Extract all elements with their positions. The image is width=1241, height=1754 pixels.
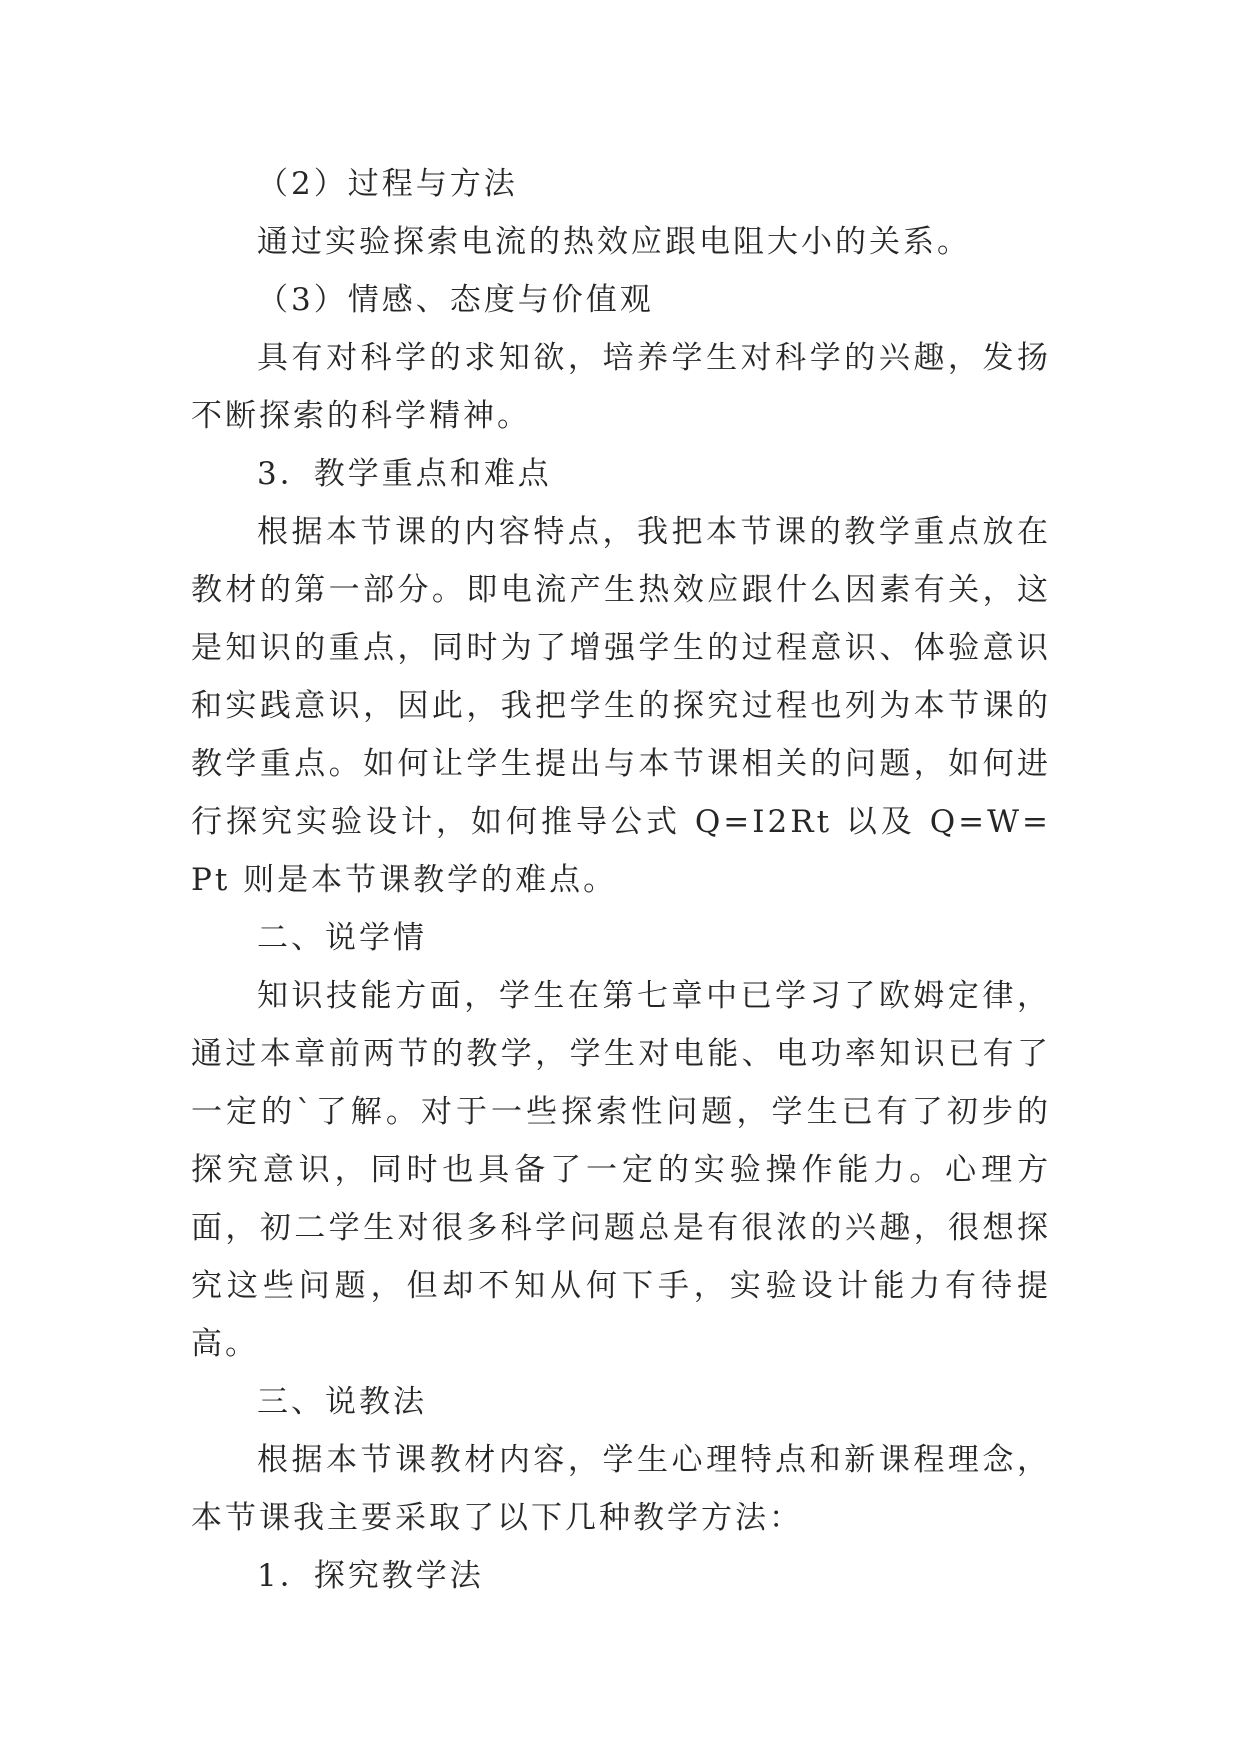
subheading-attitude-values: （3）情感、态度与价值观 [257, 282, 654, 318]
paragraph-process-method: 通过实验探索电流的热效应跟电阻大小的关系。 [257, 224, 971, 260]
subheading-inquiry-method: 1．探究教学法 [257, 1558, 484, 1594]
document-body [191, 155, 1051, 1605]
paragraph-teaching-methods: 根据本节课教材内容，学生心理特点和新课程理念，本节课我主要采取了以下几种教学方法： [191, 1442, 1051, 1536]
subheading-key-difficult-points: 3．教学重点和难点 [257, 456, 552, 492]
subheading-process-method: （2）过程与方法 [257, 166, 518, 202]
section-heading-student-analysis: 二、说学情 [257, 920, 427, 956]
paragraph-student-analysis: 知识技能方面，学生在第七章中已学习了欧姆定律，通过本章前两节的教学，学生对电能、电功率知识已有了一定的`了解。对于一些探索性问题，学生已有了初步的探究意识，同时也具备了一定的实验操作能力。心理方面，初二学生对很多科学问题总是有很浓的兴趣，很想探究这些问题，但却不知从何下手，实验设计能力有待提高。 [191, 978, 1051, 1362]
paragraph-attitude-values: 具有对科学的求知欲，培养学生对科学的兴趣，发扬不断探索的科学精神。 [191, 340, 1051, 434]
paragraph-key-difficult-points: 根据本节课的内容特点，我把本节课的教学重点放在教材的第一部分。即电流产生热效应跟什么因素有关，这是知识的重点，同时为了增强学生的过程意识、体验意识和实践意识，因此，我把学生的探究过程也列为本节课的教学重点。如何让学生提出与本节课相关的问题，如何进行探究实验设计，如何推导公式 Q=I2Rt 以及 Q=W=Pt 则是本节课教学的难点。 [191, 514, 1051, 898]
section-heading-teaching-methods: 三、说教法 [257, 1384, 427, 1420]
